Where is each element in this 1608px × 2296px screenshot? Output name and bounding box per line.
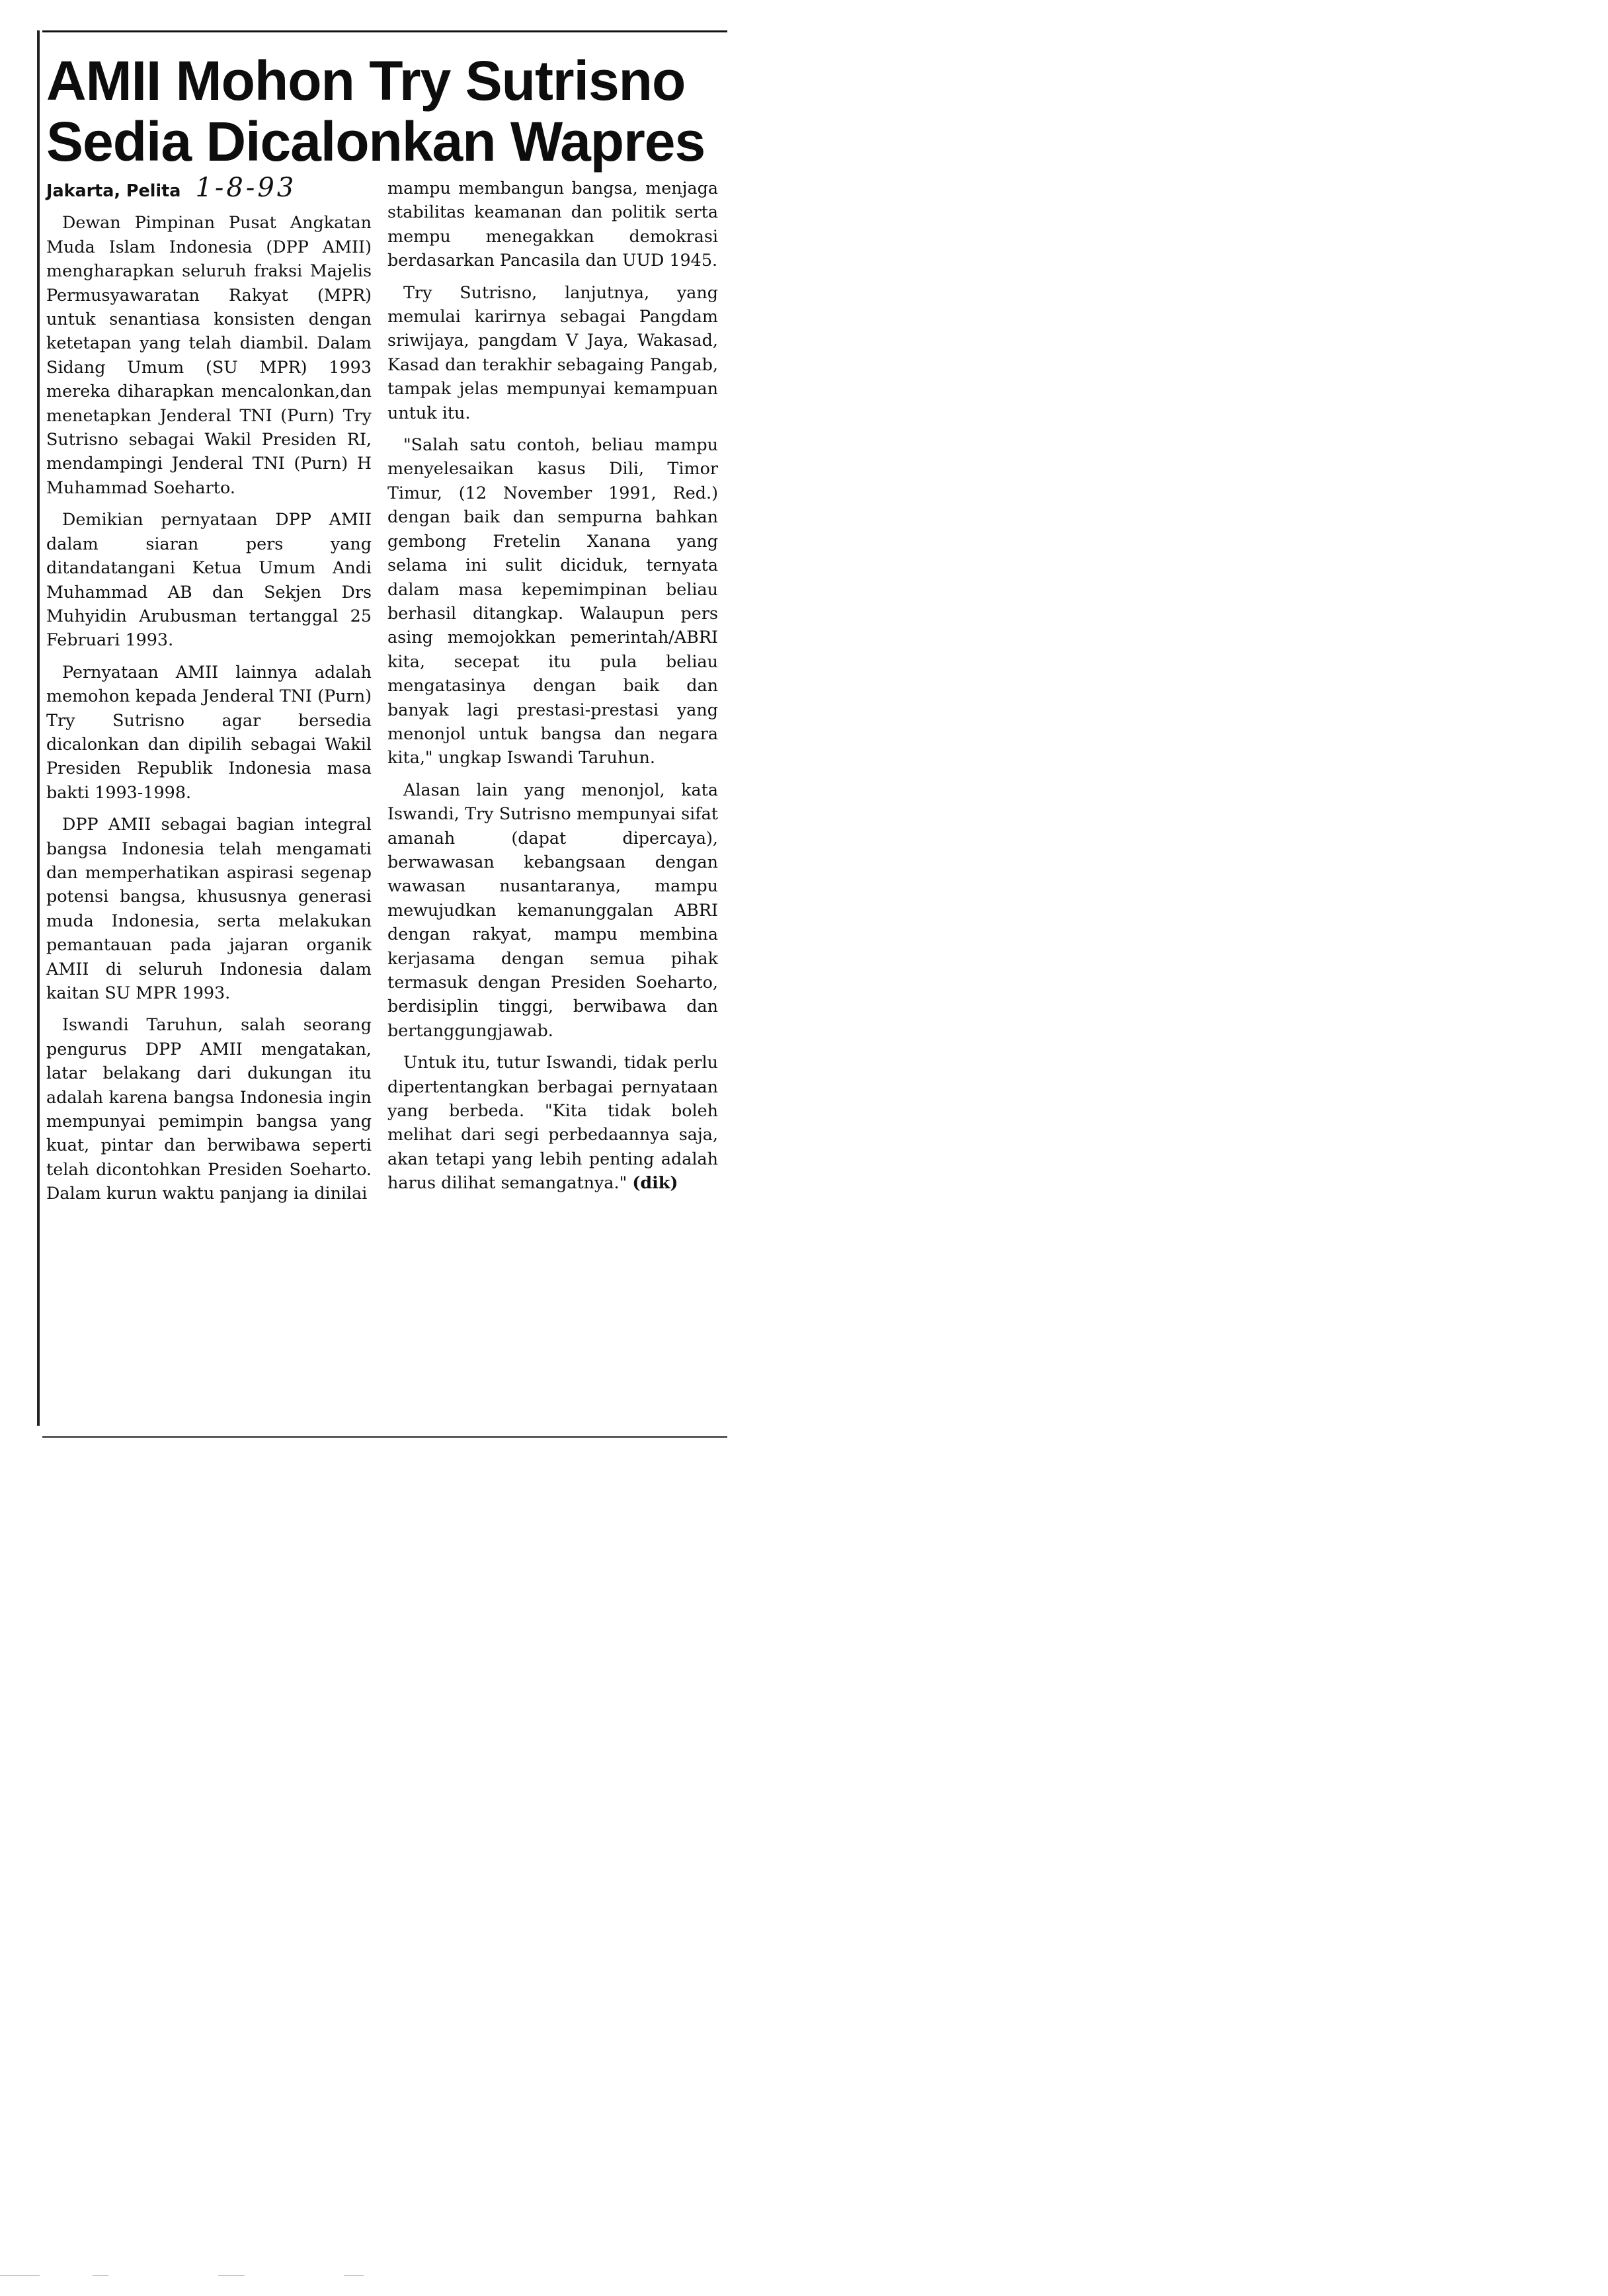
dateline-paragraph <box>46 173 372 203</box>
scan-mark <box>344 2275 364 2276</box>
handwritten-date: 1-8-93 <box>195 173 297 203</box>
headline-line-1: AMII Mohon Try Sutrisno <box>46 50 686 112</box>
paragraph: DPP AMII sebagai bagian integral bangsa Indonesia telah mengamati dan memperhatikan aspirasi segenap potensi bangsa, khususnya generasi muda Indonesia, serta melakukan pemantauan pada jajaran organik AMII di seluruh Indonesia dalam kaitan SU MPR 1993. <box>46 814 372 1003</box>
paragraph: Demikian pernyataan DPP AMII dalam siaran pers yang ditandatangani Ketua Umum Andi Muhammad AB dan Sekjen Drs Muhyidin Arubusman tertanggal 25 Februari 1993. <box>46 509 372 650</box>
scan-mark <box>218 2275 245 2276</box>
scan-mark <box>93 2275 108 2276</box>
top-rule <box>42 30 727 32</box>
headline-line-2: Sedia Dicalonkan Wapres <box>46 110 705 173</box>
paragraph: Dewan Pimpinan Pusat Angkatan Muda Islam Indonesia (DPP AMII) mengharapkan seluruh fraksi Majelis Permusyawaratan Rakyat (MPR) untuk senantiasa konsisten dengan ketetapan yang telah diambil. Dalam Sidang Umum (SU MPR) 1993 mereka diharapkan mencalonkan,dan menetapkan Jenderal TNI (Purn) Try Sutrisno sebagai Wakil Presiden RI, mendampingi Jenderal TNI (Purn) H Muhammad Soeharto. <box>46 212 372 497</box>
paragraph-text: Untuk itu, tutur Iswandi, tidak perlu dipertentangkan berbagai pernyataan yang berbeda. "Kita tidak boleh melihat dari segi perbedaannya saja, akan tetapi yang lebih penting adalah harus dilihat semangatnya." <box>387 1052 718 1193</box>
dateline: Jakarta, Pelita <box>46 181 181 200</box>
paragraph: "Salah satu contoh, beliau mampu menyelesaikan kasus Dili, Timor Timur, (12 November 1991, Red.) dengan baik dan sempurna bahkan gembong Fretelin Xanana yang selama ini sulit diciduk, ternyata dalam masa kepemimpinan beliau berhasil ditangkap. Walaupun pers asing memojokkan pemerintah/ABRI kita, secepat itu pula beliau mengatasinya dengan baik dan banyak lagi prestasi-prestasi yang menonjol untuk bangsa dan negara kita," ungkap Iswandi Taruhun. <box>387 434 718 768</box>
headline <box>46 50 721 172</box>
left-column <box>46 173 372 1213</box>
paragraph: Iswandi Taruhun, salah seorang pengurus DPP AMII mengatakan, latar belakang dari dukungan itu adalah karena bangsa Indonesia ingin mempunyai pemimpin bangsa yang kuat, pintar dan berwibawa seperti telah dicontohkan Presiden Soeharto. Dalam kurun waktu panjang ia dinilai <box>46 1014 372 1204</box>
bottom-rule <box>42 1436 727 1438</box>
right-column <box>387 176 718 1203</box>
closing-paragraph <box>387 1050 718 1194</box>
paragraph: Pernyataan AMII lainnya adalah memohon kepada Jenderal TNI (Purn) Try Sutrisno agar bersedia dicalonkan dan dipilih sebagai Wakil Presiden Republik Indonesia masa bakti 1993-1998. <box>46 661 372 802</box>
scan-edge-noise <box>0 2275 1608 2276</box>
paragraph: Alasan lain yang menonjol, kata Iswandi, Try Sutrisno mempunyai sifat amanah (dapat dipercaya), berwawasan kebangsaan dengan wawasan nusantaranya, mampu mewujudkan kemanunggalan ABRI dengan rakyat, mampu membina kerjasama dengan semua pihak termasuk dengan Presiden Soeharto, berdisiplin tinggi, berwibawa dan bertanggungjawab. <box>387 779 718 1040</box>
author-signature: (dik) <box>632 1172 678 1193</box>
paragraph: mampu membangun bangsa, menjaga stabilitas keamanan dan politik serta mempu menegakkan demokrasi berdasarkan Pancasila dan UUD 1945. <box>387 178 718 270</box>
newspaper-clipping <box>37 26 727 1448</box>
left-rule <box>37 30 40 1426</box>
paragraph: Try Sutrisno, lanjutnya, yang memulai karirnya sebagai Pangdam sriwijaya, pangdam V Jaya, Wakasad, Kasad dan terakhir sebagaing Pangab, tampak jelas mempunyai kemampuan untuk itu. <box>387 282 718 423</box>
scan-mark <box>0 2275 40 2276</box>
